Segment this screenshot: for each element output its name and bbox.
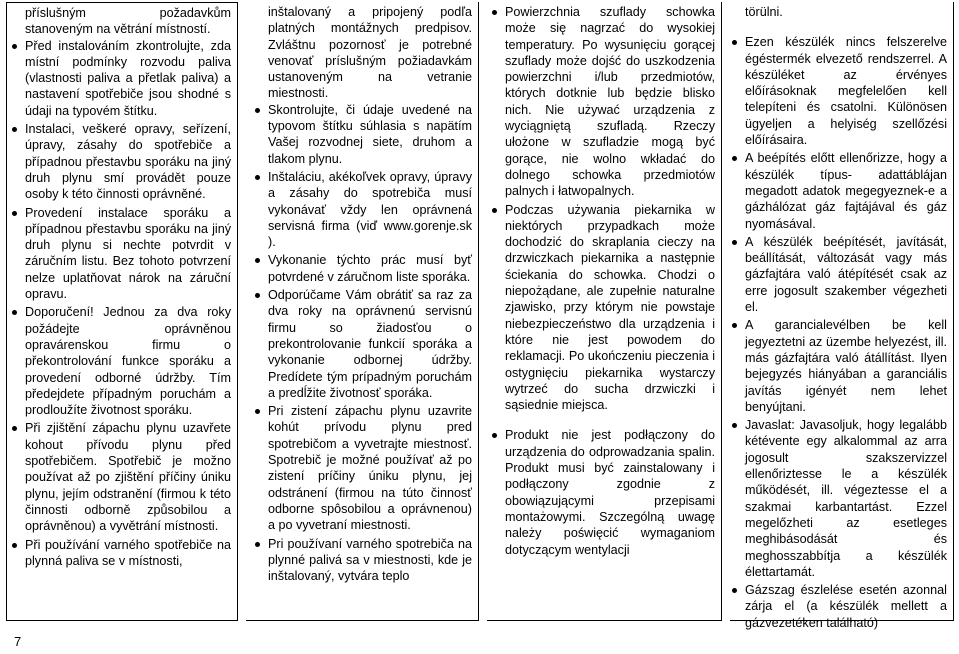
column-slovak [246,2,479,621]
list-item: Produkt nie jest podłączony do urządzenia do odprowadzania spalin. Produkt musi być zainstalowany i podłączony zgodnie z obowiązującymi przepisami montażowymi. Szczególną uwagę należy poświęcić wymaganiom dotyczącym wentylacji [505,428,715,557]
list-item: A garancialevélben be kell jegyeztetni az üzembe helyezést, ill. más gázfajtára való átállítást. Ilyen bejegyzés hiányában a garanciális javítás igényét nem lehet benyújtani. [745,318,947,414]
spacer [745,20,947,34]
list-item: Inštaláciu, akékoľvek opravy, úpravy a zásahy do spotrebiča musí vykonávať vždy len oprávnená servisná firma (viď www.gorenje.sk ). [268,169,472,250]
column-lead-text: törülni. [745,5,783,19]
column-lead-text: inštalovaný a pripojený podľa platných montážnych predpisov. Zvláštnu pozornosť je potrebné venovať príslušným požiadavkám ustanoveným na vetranie miestnosti. [268,5,472,101]
column-czech [6,2,238,621]
list-item: A beépítés előtt ellenőrizze, hogy a készülék típus- adattáblájan megadott adatok megegyeznek-e a gázhálózat gáz fajtájával és gáz nyomásával. [745,151,947,231]
column-lead-text: příslušným požadavkům stanoveným na větrání místností. [25,6,231,37]
document-page [6,2,954,630]
bullet-list [745,34,947,631]
list-item: Ezen készülék nincs felszerelve égéstermék elvezető rendszerrel. A készüléket az érvényes előírásoknak megfelelően kell telepíteni és csatolni. Különösen ügyeljen a helyiség szellőzési előírásaira. [745,35,947,148]
list-item: A készülék beépítését, javítását, beállítását, változását vagy más gázfajtára való átépítését csak az erre jogosult szakember végezheti el. [745,234,947,315]
column-hungarian [730,2,954,630]
bullet-list [505,4,715,558]
list-item: Při používání varného spotřebiče na plynná paliva se v místnosti, [25,537,231,568]
list-item: Skontrolujte, či údaje uvedené na typovom štítku súhlasia s napätím Vašej rozvodnej siete, druhom a tlakom plynu. [268,102,472,166]
list-item: Pri používaní varného spotrebiča na plynné palivá sa v miestnosti, kde je inštalovaný, vytvára teplo [268,536,472,584]
list-item: Před instalováním zkontrolujte, zda místní podmínky rozvodu paliva (vlastnosti paliva a přetlak paliva) a nastavení spotřebiče jsou shodné s údaji na typovém štítku. [25,38,231,118]
list-item: Javaslat: Javasoljuk, hogy legalább kétévente egy alkalommal az arra jogosult szakszervizzel ellenőriztesse le a készülék működését, ill. végeztesse el a szakmai karbantartást. Ezzel megelőzheti az esetleges meghibásodását és meghosszabbítja a készülék élettartamát. [745,418,947,579]
column-polish [487,2,722,621]
list-item: Podczas używania piekarnika w niektórych przypadkach może dochodzić do skraplania cieczy na drzwiczkach piekarnika a następnie ściekania do schowka. Chodzi o niepożądane, ale zupełnie naturalne zjawisko, przy którym nie powstaje niebezpieczeństwo dla urządzenia i które nie jest powodem do reklamacji. Po ukończeniu pieczenia i ostygnięciu piekarnika wystarczy wytrzeć do sucha drzwiczki i sąsiednie miejsca. [505,202,715,413]
list-item: Vykonanie týchto prác musí byť potvrdené v záručnom liste sporáka. [268,253,472,284]
page-number: 7 [14,634,22,649]
bullet-list [25,38,231,570]
list-item: Instalaci, veškeré opravy, seřízení, úpravy, zásahy do spotřebiče a případnou přestavbu sporáku na jiný druh plynu smí provádět pouze osoby k této činnosti oprávněné. [25,122,231,202]
list-item: Doporučení! Jednou za dva roky požádejte oprávněnou opravárenskou firmu o překontrolování funkce sporáku a provedení odborné údržby. Tím předejdete případným poruchám a prodloužíte životnost sporáku. [25,305,231,418]
bullet-list [268,102,472,585]
list-item: Gázszag észlelése esetén azonnal zárja el (a készülék mellett a gázvezetéken található) [745,583,947,630]
list-item: Při zjištění zápachu plynu uzavřete kohout přívodu plynu před spotřebičem. Spotřebič je možno používat až po zjištění příčiny úniku plynu, jejím odstranění (firmou k této činnosti odborně způsobilou a oprávněnou) a vyvětrání místnosti. [25,421,231,534]
list-item: Powierzchnia szuflady schowka może się nagrzać do wysokiej temperatury. Po wysunięciu gorącej szuflady może dojść do uszkodzenia powierzchni i/lub przedmiotów, których dotknie lub będzie blisko nich. Nie używać urządzenia z wyciągniętą szufladą. Rzeczy ułożone w szufladzie mogą być gorące, nie wolno wkładać do dolnego schowka przedmiotów palnych i łatwopalnych. [505,5,715,199]
list-item: Provedení instalace sporáku a případnou přestavbu sporáku na jiný druh plynu si nechte potvrdit v záručním listu. Bez tohoto potvrzení nelze uplatňovat nárok na záruční opravu. [25,205,231,302]
list-item: Odporúčame Vám obrátiť sa raz za dva roky na oprávnenú servisnú firmu so žiadosťou o prekontrolovanie funkcií sporáka a vykonanie odbornej údržby. Predídete tým prípadným poruchám a predĺžite životnosť sporáka. [268,288,472,400]
list-item: Pri zistení zápachu plynu uzavrite kohút prívodu plynu pred spotrebičom a vyvetrajte miestnosť. Spotrebič je možné používať až po zistení príčiny úniku plynu, jej odstránení (firmou na túto činnosť odborne spôsobilou a oprávnenou) a po vyvetraní miestnosti. [268,404,472,533]
